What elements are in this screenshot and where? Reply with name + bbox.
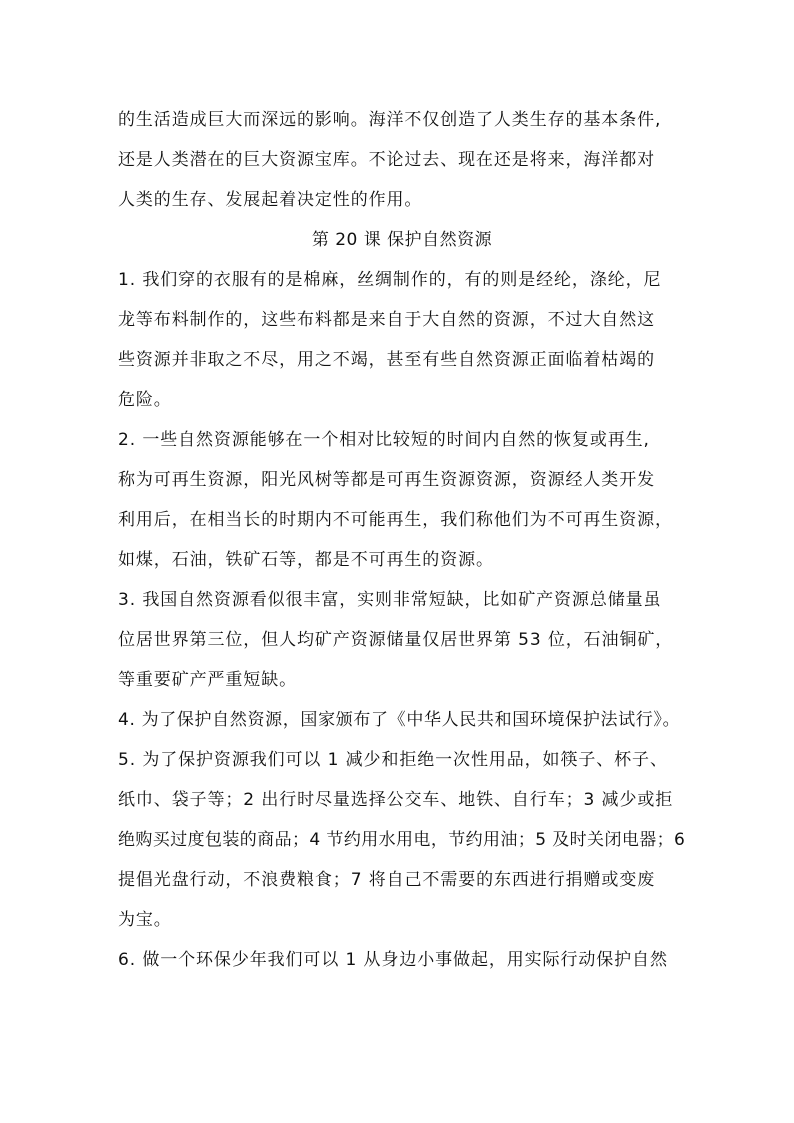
item-3-line: 位居世界第三位，但人均矿产资源储量仅居世界第 53 位，石油铜矿， bbox=[118, 630, 674, 650]
item-1-line: 危险。 bbox=[118, 390, 172, 410]
item-5-line: 为宝。 bbox=[118, 910, 172, 930]
item-1-line: 1. 我们穿的衣服有的是棉麻，丝绸制作的，有的则是经纶，涤纶，尼 bbox=[118, 270, 662, 290]
body-text-line: 人类的生存、发展起着决定性的作用。 bbox=[118, 190, 423, 210]
item-1-line: 龙等布料制作的，这些布料都是来自于大自然的资源，不过大自然这 bbox=[118, 310, 655, 330]
item-2-line: 如煤，石油，铁矿石等，都是不可再生的资源。 bbox=[118, 550, 494, 570]
body-text-line: 的生活造成巨大而深远的影响。海洋不仅创造了人类生存的基本条件, bbox=[118, 110, 662, 130]
item-2-line: 利用后，在相当长的时期内不可能再生，我们称他们为不可再生资源， bbox=[118, 510, 673, 530]
item-2-line: 称为可再生资源，阳光风树等都是可再生资源资源，资源经人类开发 bbox=[118, 470, 655, 490]
item-6-line: 6. 做一个环保少年我们可以 1 从身边小事做起，用实际行动保护自然 bbox=[118, 950, 668, 970]
document-body bbox=[118, 100, 686, 980]
item-3-line: 等重要矿产严重短缺。 bbox=[118, 670, 297, 690]
item-5-line: 提倡光盘行动，不浪费粮食；7 将自己不需要的东西进行捐赠或变废 bbox=[118, 870, 656, 890]
lesson-title: 第 20 课 保护自然资源 bbox=[311, 230, 493, 250]
item-5-line: 5. 为了保护资源我们可以 1 减少和拒绝一次性用品，如筷子、杯子、 bbox=[118, 750, 668, 770]
item-5-line: 绝购买过度包装的商品；4 节约用水用电，节约用油；5 及时关闭电器；6 bbox=[118, 830, 686, 850]
body-text-line: 还是人类潜在的巨大资源宝库。不论过去、现在还是将来，海洋都对 bbox=[118, 150, 655, 170]
item-2-line: 2. 一些自然资源能够在一个相对比较短的时间内自然的恢复或再生, bbox=[118, 430, 650, 450]
item-4-line: 4. 为了保护自然资源，国家颁布了《中华人民共和国环境保护法试行》。 bbox=[118, 710, 681, 730]
item-5-line: 纸巾、袋子等；2 出行时尽量选择公交车、地铁、自行车；3 减少或拒 bbox=[118, 790, 674, 810]
item-3-line: 3. 我国自然资源看似很丰富，实则非常短缺，比如矿产资源总储量虽 bbox=[118, 590, 662, 610]
item-1-line: 些资源并非取之不尽，用之不竭，甚至有些自然资源正面临着枯竭的 bbox=[118, 350, 655, 370]
